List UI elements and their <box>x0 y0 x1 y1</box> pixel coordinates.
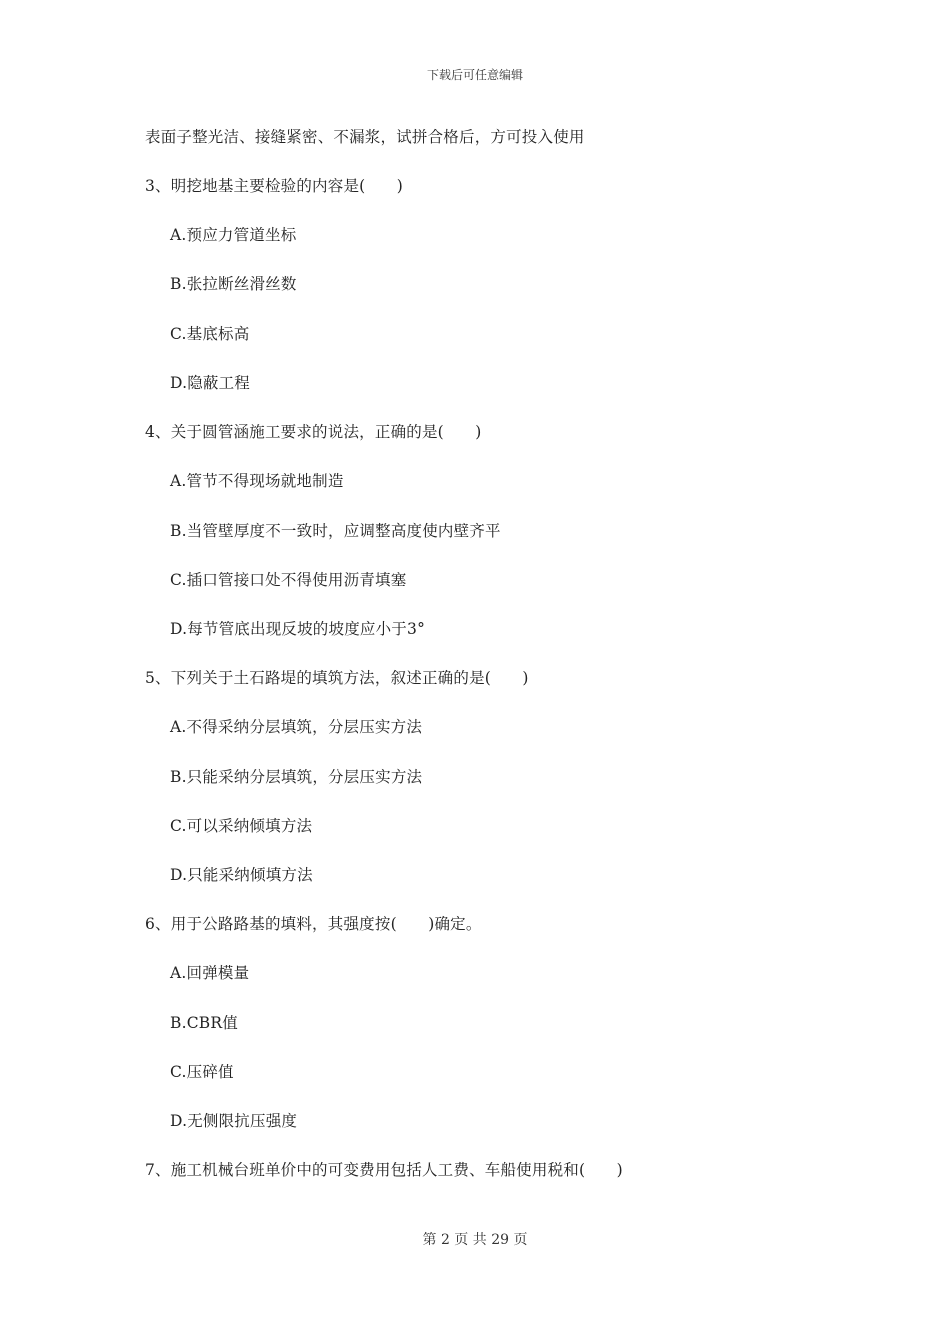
question-3-option-a: A.预应力管道坐标 <box>170 226 297 244</box>
question-3-option-b: B.张拉断丝滑丝数 <box>170 275 297 293</box>
question-5-option-b: B.只能采纳分层填筑，分层压实方法 <box>170 768 423 786</box>
question-5-option-d: D.只能采纳倾填方法 <box>170 866 313 884</box>
question-4-option-b: B.当管壁厚度不一致时，应调整高度使内壁齐平 <box>170 522 501 540</box>
question-6-option-a: A.回弹模量 <box>170 964 250 982</box>
question-5-stem: 5、下列关于土石路堤的填筑方法，叙述正确的是( ) <box>145 669 529 687</box>
question-7-stem: 7、施工机械台班单价中的可变费用包括人工费、车船使用税和( ) <box>145 1161 623 1179</box>
question-5-option-a: A.不得采纳分层填筑，分层压实方法 <box>170 718 423 736</box>
continuation-text: 表面子整光洁、接缝紧密、不漏浆，试拼合格后，方可投入使用 <box>145 128 585 146</box>
question-3-stem: 3、明挖地基主要检验的内容是( ) <box>145 177 404 195</box>
question-3-option-d: D.隐蔽工程 <box>170 374 251 392</box>
question-4-option-a: A.管节不得现场就地制造 <box>170 472 344 490</box>
question-4-option-c: C.插口管接口处不得使用沥青填塞 <box>170 571 407 589</box>
question-3-option-c: C.基底标高 <box>170 325 250 343</box>
question-6-stem: 6、用于公路路基的填料，其强度按( )确定。 <box>145 915 482 933</box>
question-5-option-c: C.可以采纳倾填方法 <box>170 817 313 835</box>
question-6-option-b: B.CBR值 <box>170 1014 238 1032</box>
page-footer: 第 2 页 共 29 页 <box>422 1232 528 1248</box>
question-6-option-c: C.压碎值 <box>170 1063 234 1081</box>
question-6-option-d: D.无侧限抗压强度 <box>170 1112 298 1130</box>
page-header: 下载后可任意编辑 <box>426 68 523 82</box>
question-4-stem: 4、关于圆管涵施工要求的说法，正确的是( ) <box>145 423 482 441</box>
question-4-option-d: D.每节管底出现反坡的坡度应小于3° <box>170 620 426 638</box>
